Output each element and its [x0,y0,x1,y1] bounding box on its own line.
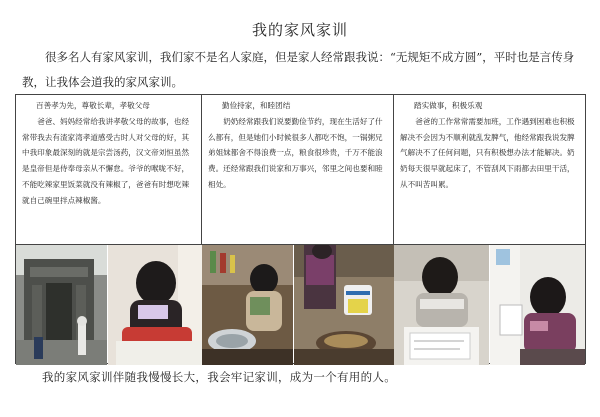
photo-row [394,245,585,365]
column-diligence [394,95,585,365]
column-filial-piety [16,95,202,365]
photo-grandmother-cooking [294,245,394,365]
text-cell [16,95,201,245]
text-cell [394,95,585,245]
page-title: 我的家风家训 [251,21,348,39]
closing-sentence: 我的家风家训伴随我慢慢长大，我会牢记家训，成为一个有用的人。 [42,370,396,384]
photo-child-reading [108,245,202,365]
content-grid [15,94,586,364]
photo-row [202,245,393,365]
grandmother-cooking-illustration [294,245,394,365]
child-studying-illustration [490,245,585,365]
column-motto: 踏实做事，积极乐观 [414,101,483,110]
photo-child-studying [490,245,585,365]
photo-row [16,245,201,365]
kitchen-dishes-illustration [202,245,293,365]
column-motto: 百善孝为先，尊敬长辈，孝敬父母 [36,101,150,110]
column-text: 爸爸、妈妈经常给我讲孝敬父母的故事，也经常带我去有渣家湾孝道感受古时人对父母的好，其中我印象最深刻的就是宗尝汤药，汉文帝刘恒虽然是皇帝但是侍奉母亲从不懈怠。爷爷的喉咙不好，不能吃辣家里饭菜就没有辣椒了，爸爸有时想吃辣就自己碗里拌点辣椒酱。 [22,116,190,205]
photo-memorial-archway [16,245,107,365]
photo-kitchen-dishes [202,245,293,365]
column-text: 奶奶经常跟我们说要勤俭节约，现在生活好了什么都有，但是她们小时候很多人都吃不饱，一锅粥兄弟姐妹都舍不得浪费一点，粮食很珍贵，千万不能浪费。还经常跟我们说家和万事兴，邻里之间也要和睦相处。 [208,116,383,189]
child-reading-illustration [108,245,202,365]
photo-child-writing [394,245,489,365]
column-text: 爸爸的工作常常需要加班，工作遇到困难也积极解决不会因为不顺利就乱发脾气，他经常跟我说发脾气解决不了任何问题，只有积极想办法才能解决。奶奶每天很早就起床了，不管刮风下雨都去田里干活，从不叫苦叫累。 [400,116,575,189]
text-cell [202,95,393,245]
intro-paragraph: 很多名人有家风家训，我们家不是名人家庭，但是家人经常跟我说：“无规矩不成方圆”，平时也是言传身教，让我体会道我的家风家训。 [22,50,575,89]
column-motto: 勤俭持家，和睦团结 [222,101,291,110]
column-thrift [202,95,394,365]
memorial-archway-illustration [16,245,107,365]
child-writing-illustration [394,245,489,365]
